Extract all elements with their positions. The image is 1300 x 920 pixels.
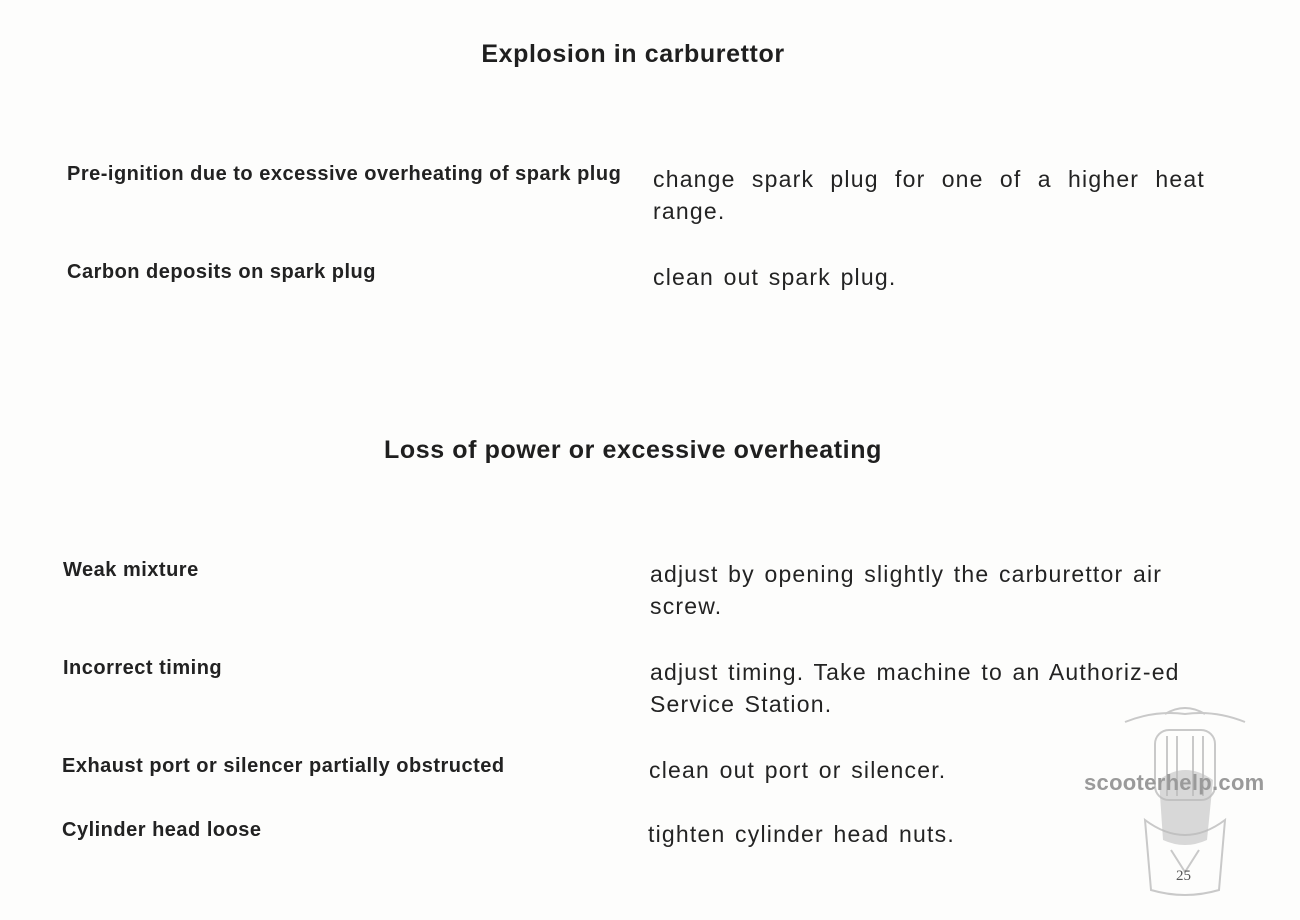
remedy-clean-port: clean out port or silencer. [649, 757, 947, 783]
remedy-clean-spark-plug: clean out spark plug. [653, 264, 897, 290]
remedy-adjust-timing: adjust timing. Take machine to an Authoriz-ed Service Station. [650, 659, 1180, 717]
cause-exhaust-obstructed: Exhaust port or silencer partially obstructed [62, 755, 505, 777]
watermark-text: scooterhelp.com [1084, 770, 1265, 795]
remedy-tighten-nuts: tighten cylinder head nuts. [648, 821, 955, 847]
section-title-loss-of-power: Loss of power or excessive overheating [384, 436, 882, 464]
page-number: 25 [1176, 868, 1191, 884]
remedy-adjust-air-screw: adjust by opening slightly the carburettor air screw. [650, 561, 1163, 619]
remedy-change-spark-plug: change spark plug for one of a higher heat range. [653, 166, 1205, 224]
cause-incorrect-timing: Incorrect timing [63, 657, 223, 679]
cause-carbon-deposits: Carbon deposits on spark plug [67, 261, 376, 283]
cause-pre-ignition: Pre-ignition due to excessive overheating of spark plug [67, 163, 622, 185]
cause-cylinder-head-loose: Cylinder head loose [62, 819, 262, 841]
section-title-explosion: Explosion in carburettor [481, 40, 785, 68]
cause-weak-mixture: Weak mixture [63, 559, 199, 581]
